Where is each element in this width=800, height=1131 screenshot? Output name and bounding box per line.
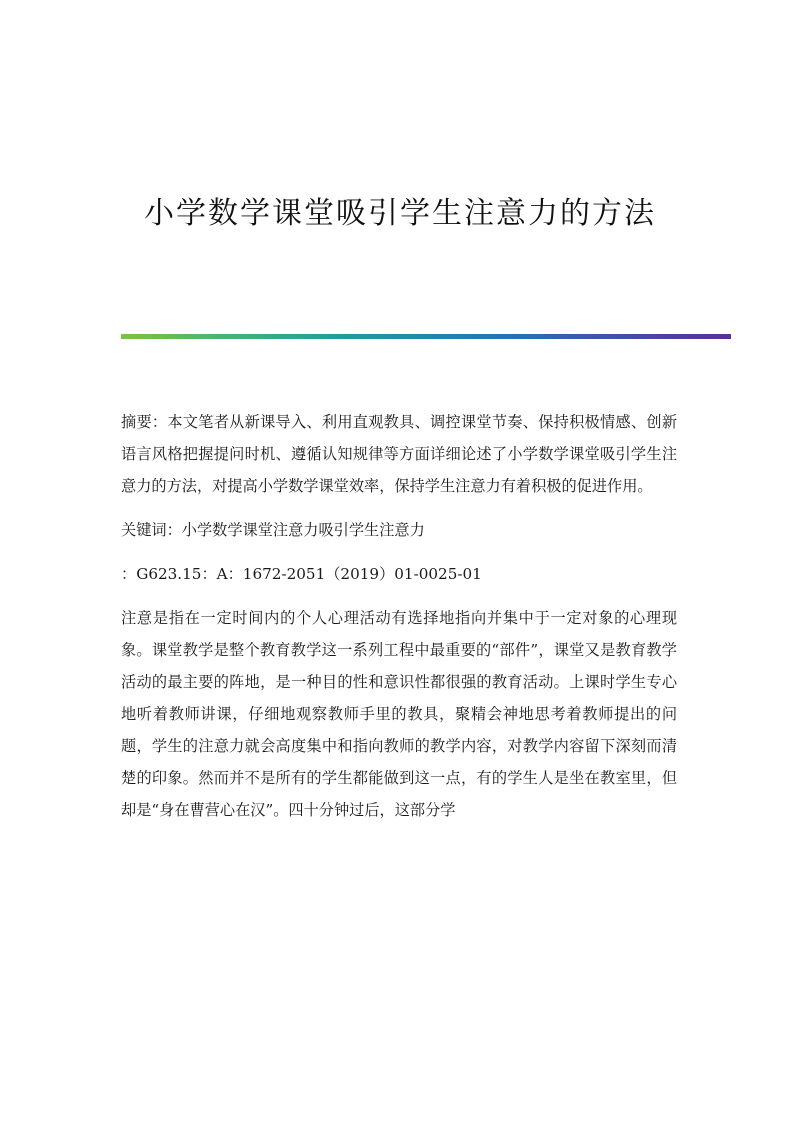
document-body xyxy=(121,406,677,838)
keywords-line: 关键词：小学数学课堂注意力吸引学生注意力 xyxy=(121,521,425,539)
document-title: 小学数学课堂吸引学生注意力的方法 xyxy=(144,196,656,231)
abstract-paragraph: 摘要：本文笔者从新课导入、利用直观教具、调控课堂节奏、保持积极情感、创新语言风格把握提问时机、遵循认知规律等方面详细论述了小学数学课堂吸引学生注意力的方法，对提高小学数学课堂效率，保持学生注意力有着积极的促进作用。 xyxy=(121,413,677,495)
body-paragraph: 注意是指在一定时间内的个人心理活动有选择地指向并集中于一定对象的心理现象。课堂教学是整个教育教学这一系列工程中最重要的“部件”，课堂又是教育教学活动的最主要的阵地，是一种目的性和意识性都很强的教育活动。上课时学生专心地听着教师讲课，仔细地观察教师手里的教具，聚精会神地思考着教师提出的问题，学生的注意力就会高度集中和指向教师的教学内容，对教学内容留下深刻而清楚的印象。然而并不是所有的学生都能做到这一点，有的学生人是坐在教室里，但却是“身在曹营心在汉”。四十分钟过后，这部分学 xyxy=(121,609,677,819)
gradient-divider xyxy=(121,334,731,339)
classification-line: ：G623.15：A：1672-2051（2019）01-0025-01 xyxy=(121,565,482,583)
